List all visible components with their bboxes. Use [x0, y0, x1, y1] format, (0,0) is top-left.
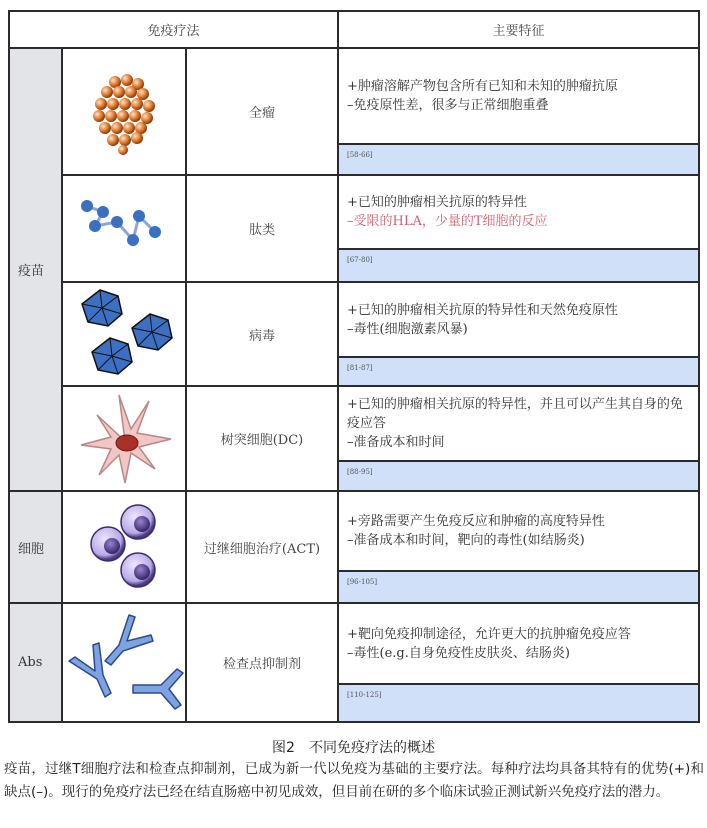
pro-text: +旁路需要产生免疫反应和肿瘤的高度特异性	[347, 514, 605, 529]
therapy-name: 树突细胞(DC)	[220, 433, 304, 448]
category-antibodies: Abs	[10, 604, 61, 721]
therapy-name: 全瘤	[248, 106, 275, 121]
con-text: –毒性(细胞激素风暴)	[347, 321, 468, 337]
reference: [110-125]	[339, 683, 698, 721]
therapy-name: 病毒	[248, 328, 275, 344]
reference: [81-87]	[339, 356, 698, 385]
immunotherapy-table	[8, 10, 700, 723]
feature-cell	[339, 387, 698, 490]
con-text: –毒性(e.g.自身免疫性皮肤炎、结肠炎)	[347, 645, 570, 661]
feature-cell	[339, 492, 698, 602]
reference: [67-80]	[339, 248, 698, 281]
con-text: –准备成本和时间	[347, 435, 445, 450]
con-text: –受限的HLA，少量的T细胞的反应	[347, 214, 548, 229]
feature-cell	[339, 604, 698, 721]
dendritic-cell-icon	[63, 387, 186, 490]
feature-cell	[339, 283, 698, 385]
tumor-cluster-icon	[63, 49, 186, 174]
category-cells: 细胞	[10, 492, 61, 602]
reference: [58-66]	[339, 143, 698, 174]
figure-caption: 图2 不同免疫疗法的概述	[272, 740, 435, 756]
antibody-icon	[63, 604, 186, 721]
reference: [88-95]	[339, 460, 698, 490]
header-therapy: 免疫疗法	[10, 12, 337, 49]
figure-description: 疫苗，过继T细胞疗法和检查点抑制剂，已成为新一代以免疫为基础的主要疗法。每种疗法均具备其特有的优势(+)和缺点(–)。现行的免疫疗法已经在结直肠癌中初见成效，但目前在研的多个临床试验正测试新兴免疫疗法的潜力。	[4, 761, 704, 800]
reference: [96-105]	[339, 570, 698, 602]
pro-text: +已知的肿瘤相关抗原的特异性，并且可以产生其自身的免疫应答	[347, 397, 683, 431]
peptide-chain-icon	[63, 176, 186, 281]
virus-icon	[63, 283, 186, 385]
feature-cell	[339, 49, 698, 174]
category-vaccine: 疫苗	[10, 49, 61, 490]
feature-cell	[339, 176, 698, 281]
con-text: –准备成本和时间，靶向的毒性(如结肠炎)	[347, 533, 585, 548]
therapy-name: 过继细胞治疗(ACT)	[203, 541, 321, 557]
pro-text: +已知的肿瘤相关抗原的特异性	[347, 195, 527, 210]
pro-text: +靶向免疫抑制途径，允许更大的抗肿瘤免疫应答	[347, 626, 631, 642]
therapy-name: 检查点抑制剂	[222, 657, 301, 672]
pro-text: +已知的肿瘤相关抗原的特异性和天然免疫原性	[347, 302, 618, 318]
con-text: –免疫原性差，很多与正常细胞重叠	[347, 98, 549, 113]
pro-text: +肿瘤溶解产物包含所有已知和未知的肿瘤抗原	[347, 79, 618, 94]
t-cells-icon	[63, 492, 186, 602]
therapy-name: 肽类	[248, 223, 275, 238]
header-features: 主要特征	[339, 12, 698, 49]
